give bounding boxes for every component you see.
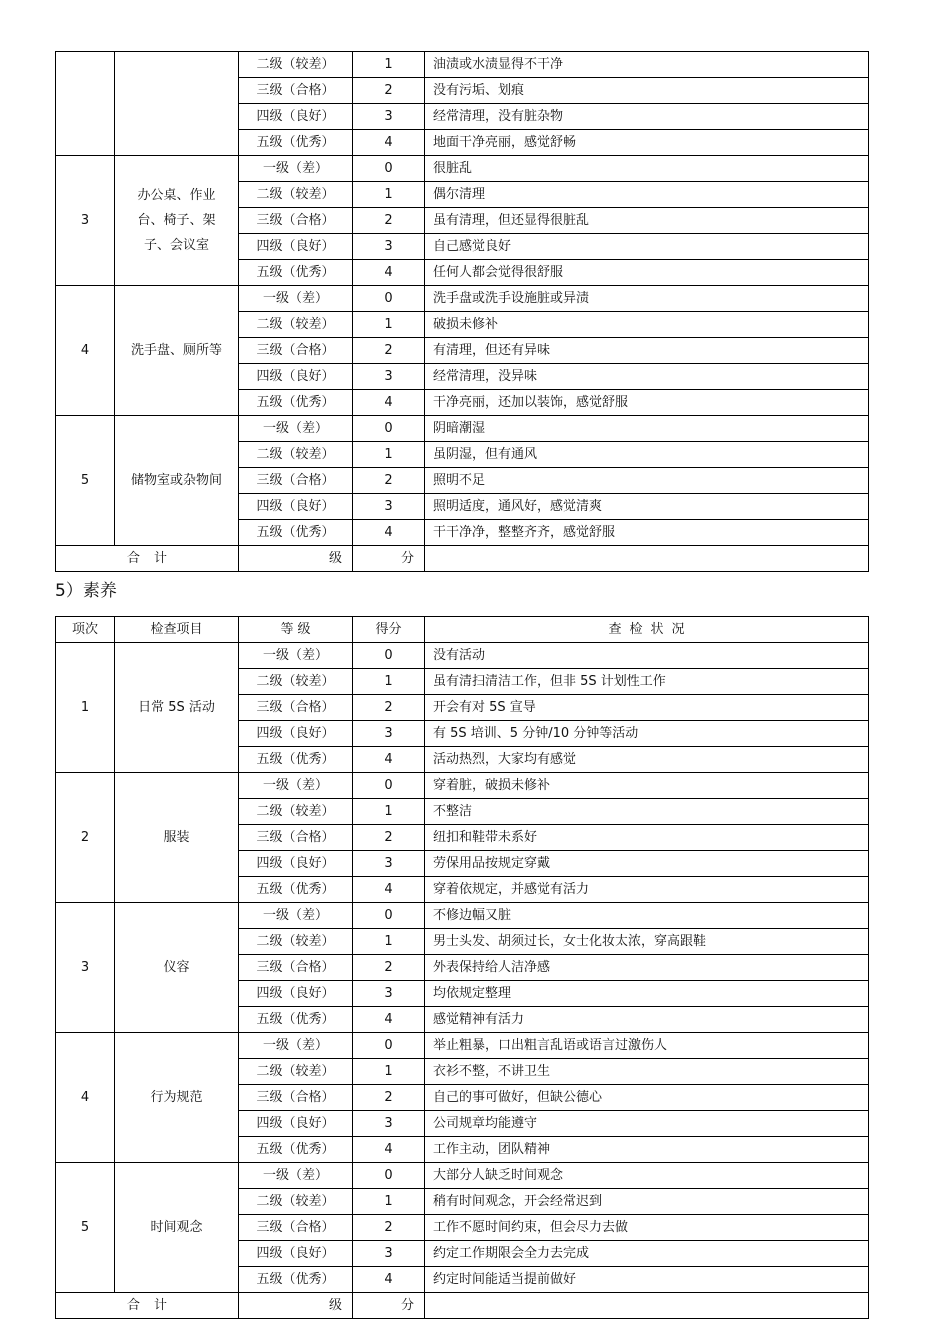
score-cell: 3: [353, 981, 425, 1007]
score-cell: 2: [353, 695, 425, 721]
condition-cell: 劳保用品按规定穿戴: [425, 851, 869, 877]
score-cell: 4: [353, 520, 425, 546]
score-cell: 4: [353, 390, 425, 416]
condition-cell: 穿着依规定，并感觉有活力: [425, 877, 869, 903]
level-cell: 四级（良好）: [239, 1241, 353, 1267]
score-cell: 1: [353, 1059, 425, 1085]
score-cell: 2: [353, 1085, 425, 1111]
item-number-cell: [56, 52, 115, 156]
table-row: [56, 416, 869, 442]
total-label-cell: [56, 1293, 239, 1319]
condition-cell: 地面干净亮丽，感觉舒畅: [425, 130, 869, 156]
score-cell: 1: [353, 799, 425, 825]
score-cell: 1: [353, 312, 425, 338]
level-cell: 五级（优秀）: [239, 390, 353, 416]
score-cell: 0: [353, 286, 425, 312]
condition-cell: 虽有清理，但还显得很脏乱: [425, 208, 869, 234]
condition-cell: 经常清理，没异味: [425, 364, 869, 390]
item-name-cell: [115, 156, 239, 286]
condition-cell: 干净亮丽，还加以装饰，感觉舒服: [425, 390, 869, 416]
score-cell: 3: [353, 364, 425, 390]
score-cell: 2: [353, 338, 425, 364]
level-cell: 四级（良好）: [239, 851, 353, 877]
level-cell: 一级（差）: [239, 1033, 353, 1059]
item-number-cell: 1: [56, 643, 115, 773]
item-name-cell: 行为规范: [115, 1033, 239, 1163]
score-cell: 3: [353, 851, 425, 877]
header-level-text: 等级: [280, 621, 315, 637]
item-name-cell: 服装: [115, 773, 239, 903]
condition-cell: 照明不足: [425, 468, 869, 494]
total-label: 合计: [126, 1297, 181, 1313]
total-score-cell: 分: [353, 1293, 425, 1319]
score-cell: 4: [353, 1137, 425, 1163]
level-cell: 一级（差）: [239, 156, 353, 182]
total-blank-cell: [425, 546, 869, 572]
level-cell: 三级（合格）: [239, 78, 353, 104]
condition-cell: 工作主动，团队精神: [425, 1137, 869, 1163]
condition-cell: 虽有清扫清洁工作，但非 5S 计划性工作: [425, 669, 869, 695]
score-cell: 1: [353, 1189, 425, 1215]
item-name-cell: 仪容: [115, 903, 239, 1033]
level-cell: 五级（优秀）: [239, 747, 353, 773]
level-cell: 三级（合格）: [239, 338, 353, 364]
score-cell: 0: [353, 773, 425, 799]
level-cell: 四级（良好）: [239, 1111, 353, 1137]
score-cell: 4: [353, 747, 425, 773]
level-cell: 二级（较差）: [239, 799, 353, 825]
condition-cell: 举止粗暴，口出粗言乱语或语言过激伤人: [425, 1033, 869, 1059]
level-cell: 三级（合格）: [239, 825, 353, 851]
score-cell: 0: [353, 903, 425, 929]
level-cell: 三级（合格）: [239, 1085, 353, 1111]
level-cell: 二级（较差）: [239, 1059, 353, 1085]
condition-cell: 均依规定整理: [425, 981, 869, 1007]
condition-cell: 感觉精神有活力: [425, 1007, 869, 1033]
table-row: [56, 773, 869, 799]
level-cell: 三级（合格）: [239, 468, 353, 494]
level-cell: 三级（合格）: [239, 208, 353, 234]
condition-cell: 自己的事可做好，但缺公德心: [425, 1085, 869, 1111]
score-cell: 2: [353, 208, 425, 234]
total-label-cell: [56, 546, 239, 572]
score-cell: 3: [353, 1241, 425, 1267]
header-condition-text: 查检状况: [608, 621, 693, 637]
inspection-table-literacy: [55, 616, 869, 1319]
score-cell: 0: [353, 643, 425, 669]
score-cell: 2: [353, 468, 425, 494]
score-cell: 1: [353, 52, 425, 78]
condition-cell: 阴暗潮湿: [425, 416, 869, 442]
score-cell: 0: [353, 1033, 425, 1059]
item-name-cell: 储物室或杂物间: [115, 416, 239, 546]
table-row: [56, 1033, 869, 1059]
score-cell: 2: [353, 78, 425, 104]
level-cell: 五级（优秀）: [239, 130, 353, 156]
total-grade-cell: 级: [239, 546, 353, 572]
level-cell: 一级（差）: [239, 773, 353, 799]
condition-cell: 约定工作期限会全力去完成: [425, 1241, 869, 1267]
header-condition: [425, 617, 869, 643]
score-cell: 0: [353, 1163, 425, 1189]
level-cell: 四级（良好）: [239, 364, 353, 390]
table-row: [56, 643, 869, 669]
level-cell: 四级（良好）: [239, 494, 353, 520]
level-cell: 二级（较差）: [239, 312, 353, 338]
condition-cell: 稍有时间观念，开会经常迟到: [425, 1189, 869, 1215]
level-cell: 三级（合格）: [239, 1215, 353, 1241]
header-item: 检查项目: [115, 617, 239, 643]
score-cell: 3: [353, 494, 425, 520]
level-cell: 四级（良好）: [239, 721, 353, 747]
level-cell: 五级（优秀）: [239, 877, 353, 903]
condition-cell: 工作不愿时间约束，但会尽力去做: [425, 1215, 869, 1241]
condition-cell: 照明适度，通风好，感觉清爽: [425, 494, 869, 520]
level-cell: 一级（差）: [239, 643, 353, 669]
condition-cell: 纽扣和鞋带未系好: [425, 825, 869, 851]
level-cell: 二级（较差）: [239, 442, 353, 468]
condition-cell: 不修边幅又脏: [425, 903, 869, 929]
item-number-cell: 5: [56, 416, 115, 546]
score-cell: 3: [353, 104, 425, 130]
condition-cell: 经常清理，没有脏杂物: [425, 104, 869, 130]
condition-cell: 有 5S 培训、5 分钟/10 分钟等活动: [425, 721, 869, 747]
score-cell: 4: [353, 260, 425, 286]
condition-cell: 活动热烈，大家均有感觉: [425, 747, 869, 773]
level-cell: 一级（差）: [239, 286, 353, 312]
level-cell: 四级（良好）: [239, 104, 353, 130]
level-cell: 五级（优秀）: [239, 1267, 353, 1293]
condition-cell: 没有活动: [425, 643, 869, 669]
score-cell: 3: [353, 1111, 425, 1137]
table-row: [56, 1163, 869, 1189]
section-title: 5）素养: [55, 581, 117, 601]
score-cell: 1: [353, 442, 425, 468]
condition-cell: 破损未修补: [425, 312, 869, 338]
score-cell: 4: [353, 1267, 425, 1293]
condition-cell: 干干净净，整整齐齐，感觉舒服: [425, 520, 869, 546]
item-name-cell: 时间观念: [115, 1163, 239, 1293]
table-row: [56, 52, 869, 78]
score-cell: 2: [353, 825, 425, 851]
header-row: [56, 617, 869, 643]
level-cell: 五级（优秀）: [239, 520, 353, 546]
item-name-cell: [115, 52, 239, 156]
score-cell: 4: [353, 877, 425, 903]
level-cell: 二级（较差）: [239, 182, 353, 208]
item-name-cell: 日常 5S 活动: [115, 643, 239, 773]
level-cell: 一级（差）: [239, 903, 353, 929]
item-number-cell: 3: [56, 156, 115, 286]
score-cell: 4: [353, 130, 425, 156]
item-number-cell: 4: [56, 1033, 115, 1163]
condition-cell: 没有污垢、划痕: [425, 78, 869, 104]
total-blank-cell: [425, 1293, 869, 1319]
header-no: 项次: [56, 617, 115, 643]
item-number-cell: 3: [56, 903, 115, 1033]
condition-cell: 虽阴湿，但有通风: [425, 442, 869, 468]
level-cell: 一级（差）: [239, 1163, 353, 1189]
condition-cell: 穿着脏，破损未修补: [425, 773, 869, 799]
total-score-cell: 分: [353, 546, 425, 572]
level-cell: 三级（合格）: [239, 695, 353, 721]
level-cell: 二级（较差）: [239, 929, 353, 955]
score-cell: 3: [353, 721, 425, 747]
item-number-cell: 2: [56, 773, 115, 903]
level-cell: 二级（较差）: [239, 669, 353, 695]
table-row: [56, 286, 869, 312]
score-cell: 3: [353, 234, 425, 260]
condition-cell: 外表保持给人洁净感: [425, 955, 869, 981]
condition-cell: 不整洁: [425, 799, 869, 825]
inspection-table-continued: [55, 51, 869, 572]
total-row: [56, 1293, 869, 1319]
condition-cell: 约定时间能适当提前做好: [425, 1267, 869, 1293]
header-score: 得分: [353, 617, 425, 643]
condition-cell: 男士头发、胡须过长，女士化妆太浓，穿高跟鞋: [425, 929, 869, 955]
condition-cell: 偶尔清理: [425, 182, 869, 208]
condition-cell: 开会有对 5S 宣导: [425, 695, 869, 721]
item-number-cell: 4: [56, 286, 115, 416]
condition-cell: 洗手盘或洗手设施脏或异渍: [425, 286, 869, 312]
table-row: [56, 156, 869, 182]
condition-cell: 很脏乱: [425, 156, 869, 182]
level-cell: 二级（较差）: [239, 52, 353, 78]
score-cell: 0: [353, 156, 425, 182]
level-cell: 三级（合格）: [239, 955, 353, 981]
condition-cell: 有清理，但还有异味: [425, 338, 869, 364]
level-cell: 四级（良好）: [239, 234, 353, 260]
total-label: 合计: [126, 550, 181, 566]
total-grade-cell: 级: [239, 1293, 353, 1319]
level-cell: 五级（优秀）: [239, 260, 353, 286]
level-cell: 五级（优秀）: [239, 1137, 353, 1163]
score-cell: 1: [353, 929, 425, 955]
score-cell: 2: [353, 955, 425, 981]
item-name-text: 办公桌、作业台、椅子、架子、会议室: [137, 188, 216, 253]
condition-cell: 公司规章均能遵守: [425, 1111, 869, 1137]
condition-cell: 大部分人缺乏时间观念: [425, 1163, 869, 1189]
condition-cell: 自己感觉良好: [425, 234, 869, 260]
level-cell: 二级（较差）: [239, 1189, 353, 1215]
score-cell: 1: [353, 182, 425, 208]
condition-cell: 衣衫不整，不讲卫生: [425, 1059, 869, 1085]
score-cell: 2: [353, 1215, 425, 1241]
score-cell: 1: [353, 669, 425, 695]
item-name-cell: 洗手盘、厕所等: [115, 286, 239, 416]
total-row: [56, 546, 869, 572]
condition-cell: 任何人都会觉得很舒服: [425, 260, 869, 286]
level-cell: 一级（差）: [239, 416, 353, 442]
score-cell: 0: [353, 416, 425, 442]
table-row: [56, 903, 869, 929]
condition-cell: 油渍或水渍显得不干净: [425, 52, 869, 78]
level-cell: 五级（优秀）: [239, 1007, 353, 1033]
score-cell: 4: [353, 1007, 425, 1033]
header-level: [239, 617, 353, 643]
item-number-cell: 5: [56, 1163, 115, 1293]
level-cell: 四级（良好）: [239, 981, 353, 1007]
